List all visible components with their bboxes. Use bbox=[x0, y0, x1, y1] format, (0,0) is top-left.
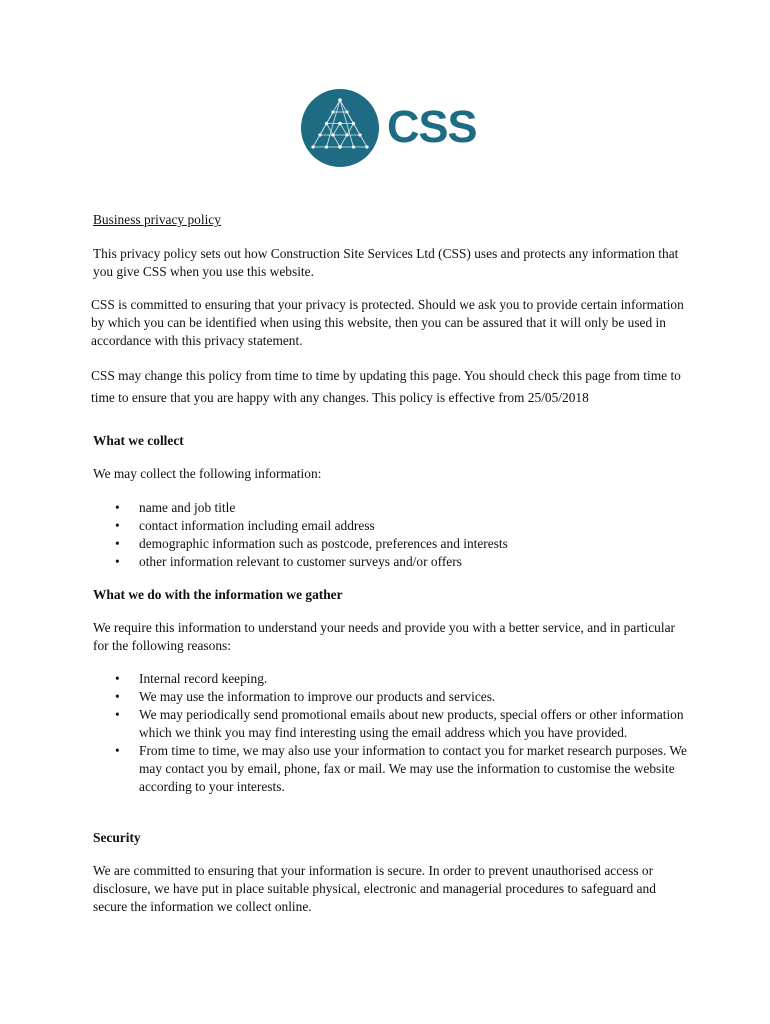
collect-intro: We may collect the following information: bbox=[93, 466, 322, 481]
bullet-icon: • bbox=[115, 671, 120, 686]
list-item-text: contact information including email address bbox=[139, 518, 375, 533]
collect-list bbox=[93, 499, 693, 571]
list-item bbox=[93, 670, 693, 688]
list-item bbox=[93, 706, 693, 742]
list-item-text: We may use the information to improve our products and services. bbox=[139, 689, 496, 704]
security-heading: Security bbox=[93, 830, 141, 845]
intro-paragraph: This privacy policy sets out how Construction Site Services Ltd (CSS) uses and protects any information that you give CSS when you use this website. bbox=[93, 246, 679, 279]
commitment-paragraph: CSS is committed to ensuring that your privacy is protected. Should we ask you to provide certain information by which you can be identified when using this website, then you can be assured that it will only be used in accordance with this privacy statement. bbox=[91, 297, 684, 348]
list-item-text: other information relevant to customer surveys and/or offers bbox=[139, 554, 462, 569]
list-item-text: We may periodically send promotional emails about new products, special offers or other information which we think you may find interesting using the email address which you have provided. bbox=[139, 707, 684, 740]
bullet-icon: • bbox=[115, 500, 120, 515]
use-heading: What we do with the information we gather bbox=[93, 587, 343, 602]
list-item bbox=[93, 553, 693, 571]
bullet-icon: • bbox=[115, 743, 120, 758]
collect-heading: What we collect bbox=[93, 433, 184, 448]
bullet-icon: • bbox=[115, 536, 120, 551]
list-item-text: Internal record keeping. bbox=[139, 671, 268, 686]
list-item bbox=[93, 742, 693, 796]
bullet-icon: • bbox=[115, 707, 120, 722]
document-title: Business privacy policy bbox=[93, 212, 221, 227]
css-logo bbox=[299, 89, 475, 167]
security-paragraph: We are committed to ensuring that your information is secure. In order to prevent unauthorised access or disclosure, we have put in place suitable physical, electronic and managerial procedures to safeguard and secure the information we collect online. bbox=[93, 863, 656, 914]
list-item-text: demographic information such as postcode, preferences and interests bbox=[139, 536, 508, 551]
bullet-icon: • bbox=[115, 518, 120, 533]
changes-paragraph: CSS may change this policy from time to time by updating this page. You should check this page from time to time to ensure that you are happy with any changes. This policy is effective from 25/05/2018 bbox=[91, 368, 681, 405]
list-item-text: name and job title bbox=[139, 500, 236, 515]
logo-wordmark: CSS bbox=[387, 101, 477, 152]
use-list bbox=[93, 670, 693, 796]
bullet-icon: • bbox=[115, 689, 120, 704]
list-item-text: From time to time, we may also use your information to contact you for market research purposes. We may contact you by email, phone, fax or mail. We may use the information to customise the website according to your interests. bbox=[139, 743, 687, 794]
list-item bbox=[93, 535, 693, 553]
list-item bbox=[93, 688, 693, 706]
bullet-icon: • bbox=[115, 554, 120, 569]
list-item bbox=[93, 517, 693, 535]
triangle-network-icon bbox=[299, 89, 381, 167]
use-intro: We require this information to understand your needs and provide you with a better service, and in particular for the following reasons: bbox=[93, 620, 675, 653]
list-item bbox=[93, 499, 693, 517]
